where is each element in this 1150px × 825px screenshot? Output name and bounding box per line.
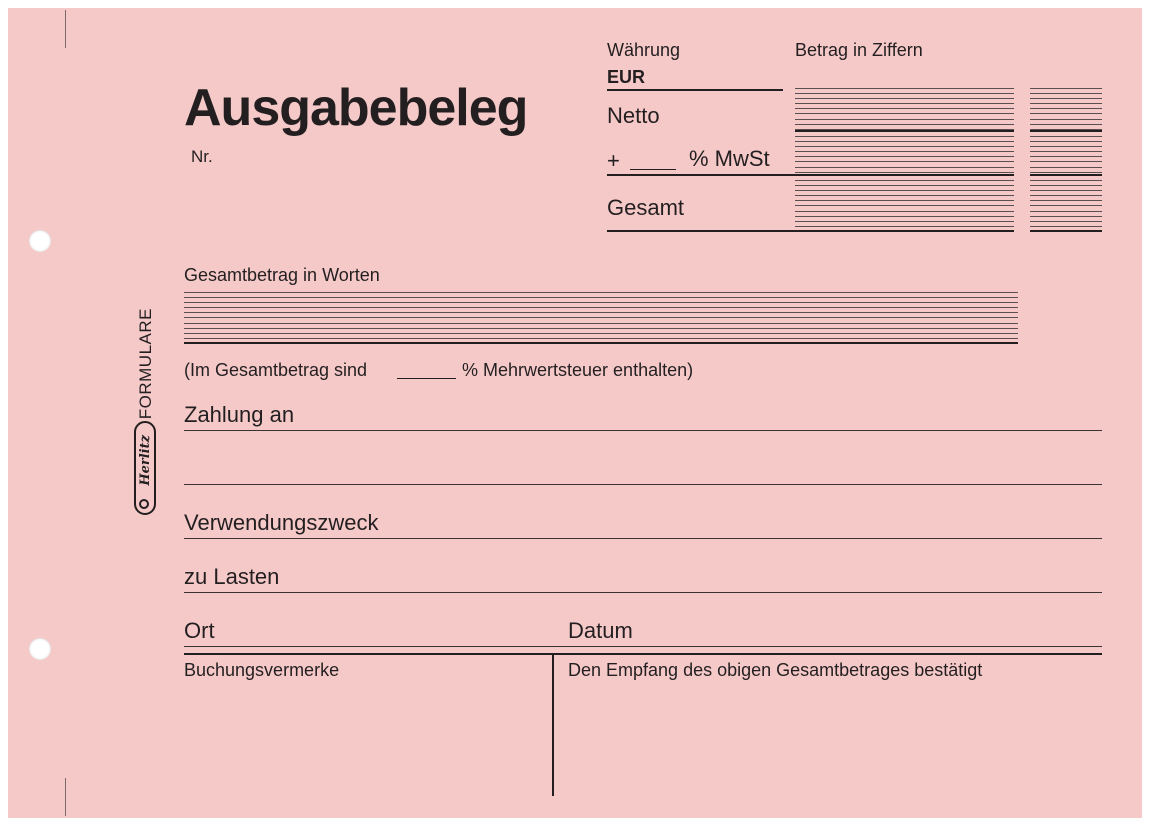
amount-in-words-field[interactable] (184, 292, 1018, 343)
gesamt-cents-underline (1030, 230, 1102, 232)
netto-cents-field[interactable] (1030, 88, 1102, 134)
mwst-label: % MwSt (689, 146, 770, 171)
cut-mark-bottom (65, 778, 66, 816)
logo-mark-icon (139, 499, 149, 509)
mwst-amount-field[interactable] (795, 136, 1014, 177)
charged-to-label: zu Lasten (184, 564, 280, 589)
currency-label: Währung (607, 40, 681, 60)
booking-notes-label: Buchungsvermerke (184, 660, 340, 680)
payee-line-2[interactable] (184, 484, 1102, 485)
purpose-line[interactable] (184, 538, 1102, 539)
gesamt-amount-field[interactable] (795, 180, 1014, 231)
currency-value: EUR (607, 67, 646, 87)
charged-to-line[interactable] (184, 592, 1102, 593)
netto-label: Netto (607, 103, 660, 128)
receipt-form-sheet (8, 8, 1142, 818)
netto-amount-underline (795, 130, 1014, 132)
place-label: Ort (184, 618, 215, 643)
logo-text: Herlitz (138, 435, 153, 486)
vat-note-end: % Mehrwertsteuer enthalten) (462, 360, 694, 380)
mwst-cents-field[interactable] (1030, 136, 1102, 177)
vat-rate-blank[interactable] (397, 378, 456, 379)
payee-line-1[interactable] (184, 430, 1102, 431)
gesamt-label: Gesamt (607, 195, 685, 220)
punch-hole-bottom (29, 638, 51, 660)
netto-cents-underline (1030, 130, 1102, 132)
payee-label: Zahlung an (184, 402, 295, 427)
amount-in-words-label: Gesamtbetrag in Worten (184, 265, 380, 285)
mwst-rate-blank (630, 169, 676, 170)
gesamt-cents-field[interactable] (1030, 180, 1102, 231)
amount-digits-label: Betrag in Ziffern (795, 40, 923, 60)
herlitz-logo (134, 421, 156, 515)
receipt-confirmation-label: Den Empfang des obigen Gesamtbetrages bestätigt (568, 660, 983, 680)
mwst-cents-underline (1030, 174, 1102, 176)
cut-mark-top (65, 10, 66, 48)
netto-amount-field[interactable] (795, 88, 1014, 134)
mwst-plus: + (607, 148, 620, 173)
bottom-section-divider (184, 653, 1102, 655)
brand-strip (126, 308, 166, 528)
number-label: Nr. (191, 147, 213, 166)
currency-underline (607, 89, 783, 91)
form-title: Ausgabebeleg (184, 79, 528, 137)
bottom-section-separator (552, 654, 554, 796)
punch-hole-top (29, 230, 51, 252)
amount-in-words-underline (184, 342, 1018, 344)
receipt-signature-area[interactable] (560, 684, 1102, 794)
purpose-label: Verwendungszweck (184, 510, 379, 535)
date-label: Datum (568, 618, 633, 643)
place-date-line[interactable] (184, 646, 1102, 647)
vat-note-start: (Im Gesamtbetrag sind (184, 360, 368, 380)
series-label: FORMULARE (136, 308, 155, 420)
booking-notes-area[interactable] (184, 684, 546, 794)
